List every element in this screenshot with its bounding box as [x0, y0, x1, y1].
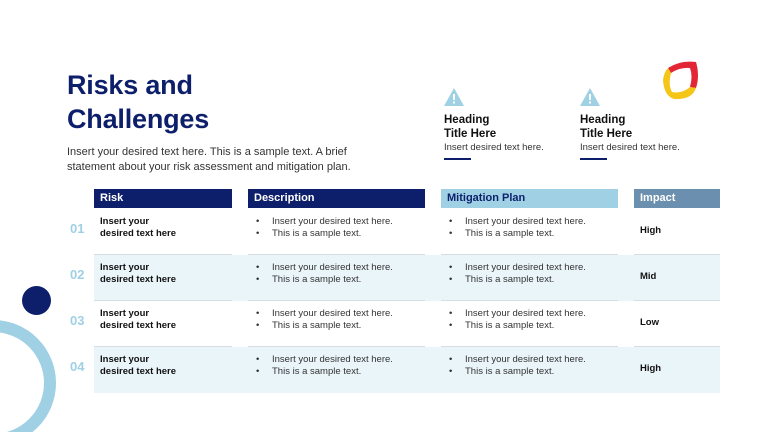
- row-number: 02: [70, 267, 85, 282]
- heading-text: Insert desired text here.: [444, 142, 544, 153]
- mitigation-cell: • Insert your desired text here. • This is a sample text.: [447, 262, 586, 286]
- description-cell: • Insert your desired text here. • This is a sample text.: [254, 262, 393, 286]
- impact-cell: Low: [640, 317, 659, 328]
- heading-text: Insert desired text here.: [580, 142, 680, 153]
- heading-title: Heading Title Here: [580, 114, 633, 140]
- column-header-mitigation: Mitigation Plan: [441, 189, 618, 208]
- table-row: [70, 301, 720, 347]
- description-cell: • Insert your desired text here. • This is a sample text.: [254, 354, 393, 378]
- page-subtitle: Insert your desired text here. This is a sample text. A brief statement about your risk assessment and mitigation plan.: [67, 146, 351, 173]
- row-number: 01: [70, 221, 85, 236]
- mitigation-cell: • Insert your desired text here. • This is a sample text.: [447, 216, 586, 240]
- heading-underline: [580, 158, 607, 160]
- warning-triangle-icon: [580, 88, 600, 106]
- heading-underline: [444, 158, 471, 160]
- heading-title: Heading Title Here: [444, 114, 497, 140]
- impact-cell: Mid: [640, 271, 657, 282]
- table-row: [70, 209, 720, 255]
- risk-cell: Insert your desired text here: [100, 216, 177, 239]
- impact-cell: High: [640, 363, 662, 374]
- mitigation-cell: • Insert your desired text here. • This is a sample text.: [447, 354, 586, 378]
- column-header-impact: Impact: [634, 189, 720, 208]
- risk-cell: Insert your desired text here: [100, 354, 177, 377]
- page-title: Risks and Challenges: [67, 70, 210, 134]
- mitigation-cell: • Insert your desired text here. • This is a sample text.: [447, 308, 586, 332]
- risk-cell: Insert your desired text here: [100, 308, 177, 331]
- table-row: [70, 255, 720, 301]
- decorative-ring: [0, 320, 56, 432]
- column-header-description: Description: [248, 189, 425, 208]
- risk-cell: Insert your desired text here: [100, 262, 177, 285]
- decorative-dot: [22, 286, 51, 315]
- row-number: 03: [70, 313, 85, 328]
- column-header-risk: Risk: [94, 189, 232, 208]
- heading-card-1: [444, 88, 574, 160]
- warning-triangle-icon: [444, 88, 464, 106]
- description-cell: • Insert your desired text here. • This is a sample text.: [254, 308, 393, 332]
- impact-cell: High: [640, 225, 662, 236]
- table-row: [70, 347, 720, 393]
- description-cell: • Insert your desired text here. • This is a sample text.: [254, 216, 393, 240]
- row-number: 04: [70, 359, 85, 374]
- brand-logo-icon: [660, 58, 700, 103]
